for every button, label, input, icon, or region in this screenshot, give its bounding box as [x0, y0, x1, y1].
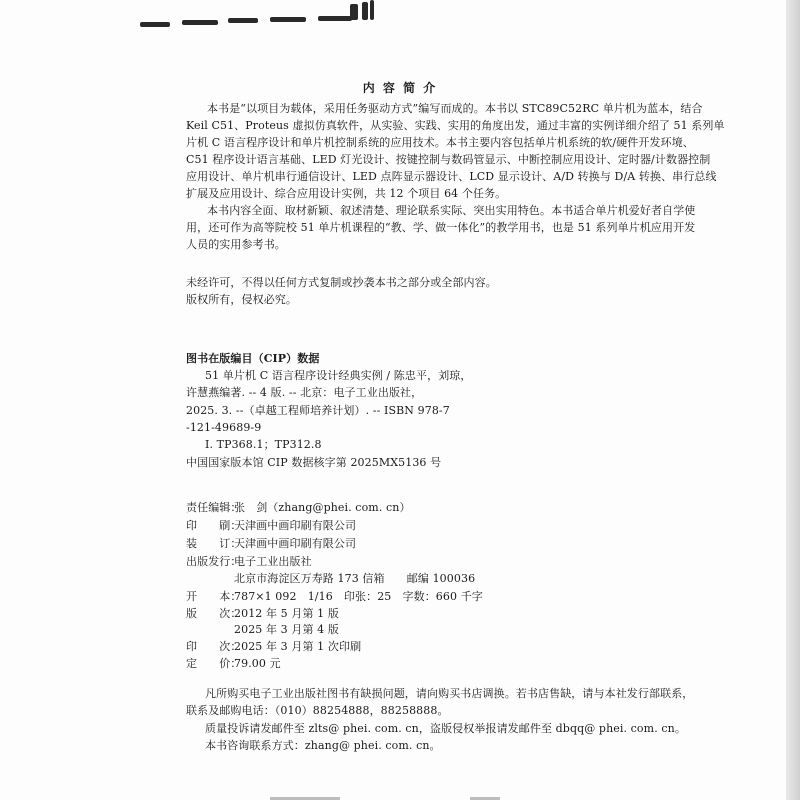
scan-edge	[786, 0, 800, 800]
credit-edition	[186, 606, 339, 622]
cip-line1: 51 单片机 C 语言程序设计经典实例 / 陈忠平，刘琼，	[205, 369, 472, 382]
intro-p1-line3: 片机 C 语言程序设计和单片机控制系统的应用技术。本书主要内容包括单片机系统的软/硬件开发环境、	[186, 136, 694, 149]
credit-price-label: 定 价：	[186, 657, 242, 670]
credit-bind-value: 天津画中画印刷有限公司	[234, 537, 357, 550]
credit-format-label: 开 本：	[186, 590, 242, 603]
cip-line3: 2025. 3. --（卓越工程师培养计划）. -- ISBN 978-7	[186, 404, 450, 417]
intro-title: 内 容 简 介	[362, 81, 438, 95]
cip-line2: 许慧燕编著. -- 4 版. -- 北京：电子工业出版社，	[186, 386, 423, 399]
credit-format-value: 787×1 092 1/16 印张：25 字数：660 千字	[234, 590, 483, 603]
credit-price	[186, 656, 281, 672]
copyright-line1: 未经许可，不得以任何方式复制或抄袭本书之部分或全部内容。	[186, 276, 497, 289]
intro-p1-line6: 扩展及应用设计、综合应用设计实例，共 12 个项目 64 个任务。	[186, 187, 507, 200]
credit-edition-label: 版 次：	[186, 607, 242, 620]
credit-print	[186, 518, 356, 534]
notice-line1: 凡所购买电子工业出版社图书有缺损问题，请向购买书店调换。若书店售缺，请与本社发行部联系，	[205, 687, 694, 700]
cip-line6: 中国国家版本馆 CIP 数据核字第 2025MX5136 号	[186, 456, 442, 469]
credit-editor-value: 张 剑（zhang@phei. com. cn）	[234, 501, 411, 514]
credit-address: 北京市海淀区万寿路 173 信箱 邮编 100036	[234, 572, 476, 585]
credit-printing	[186, 639, 361, 655]
scan-top-marks	[130, 0, 430, 32]
credit-editor-label: 责任编辑：	[186, 501, 242, 514]
copyright-line2: 版权所有，侵权必究。	[186, 293, 297, 306]
intro-p2-line2: 用，还可作为高等院校 51 单片机课程的“教、学、做一体化”的教学用书，也是 51 系列单片机应用开发	[186, 221, 696, 234]
notice-line2: 联系及邮购电话：（010）88254888，88258888。	[186, 704, 449, 717]
notice-line4: 本书咨询联系方式：zhang@ phei. com. cn。	[205, 739, 441, 752]
credit-edition-value1: 2012 年 5 月第 1 版	[234, 607, 339, 620]
intro-p2-line1: 本书内容全面、取材新颖、叙述清楚、理论联系实际、突出实用特色。本书适合单片机爱好者自学使	[207, 204, 696, 217]
credit-print-value: 天津画中画印刷有限公司	[234, 519, 357, 532]
cip-title: 图书在版编目（CIP）数据	[186, 352, 320, 365]
intro-p1-line2: Keil C51、Proteus 虚拟仿真软件，从实验、实践、实用的角度出发，通过丰富的实例详细介绍了 51 系列单	[186, 119, 725, 132]
credit-bind	[186, 536, 356, 552]
credit-printing-label: 印 次：	[186, 640, 242, 653]
credit-print-label: 印 刷：	[186, 519, 242, 532]
notice-line3: 质量投诉请发邮件至 zlts@ phei. com. cn，盗版侵权举报请发邮件至 dbqq@ phei. com. cn。	[205, 722, 686, 735]
credit-price-value: 79.00 元	[234, 657, 281, 670]
credit-editor	[186, 500, 411, 516]
cip-line4: -121-49689-9	[186, 421, 262, 434]
intro-p1-line5: 应用设计、单片机串行通信设计、LED 点阵显示器设计、LCD 显示设计、A/D 转换与 D/A 转换、串行总线	[186, 170, 717, 183]
credit-publisher-value: 电子工业出版社	[234, 555, 312, 568]
cip-line5: Ⅰ. TP368.1；TP312.8	[205, 438, 322, 451]
credit-format	[186, 589, 483, 605]
intro-p1-line4: C51 程序设计语言基础、LED 灯光设计、按键控制与数码管显示、中断控制应用设计、定时器/计数器控制	[186, 153, 711, 166]
intro-p1-line1: 本书是“以项目为载体，采用任务驱动方式”编写而成的。本书以 STC89C52RC 单片机为蓝本，结合	[207, 102, 703, 115]
credit-publisher-label: 出版发行：	[186, 555, 242, 568]
credit-printing-value: 2025 年 3 月第 1 次印刷	[234, 640, 362, 653]
credit-publisher	[186, 554, 312, 570]
credit-bind-label: 装 订：	[186, 537, 242, 550]
intro-p2-line3: 人员的实用参考书。	[186, 238, 286, 251]
credit-edition-value2: 2025 年 3 月第 4 版	[234, 623, 339, 636]
